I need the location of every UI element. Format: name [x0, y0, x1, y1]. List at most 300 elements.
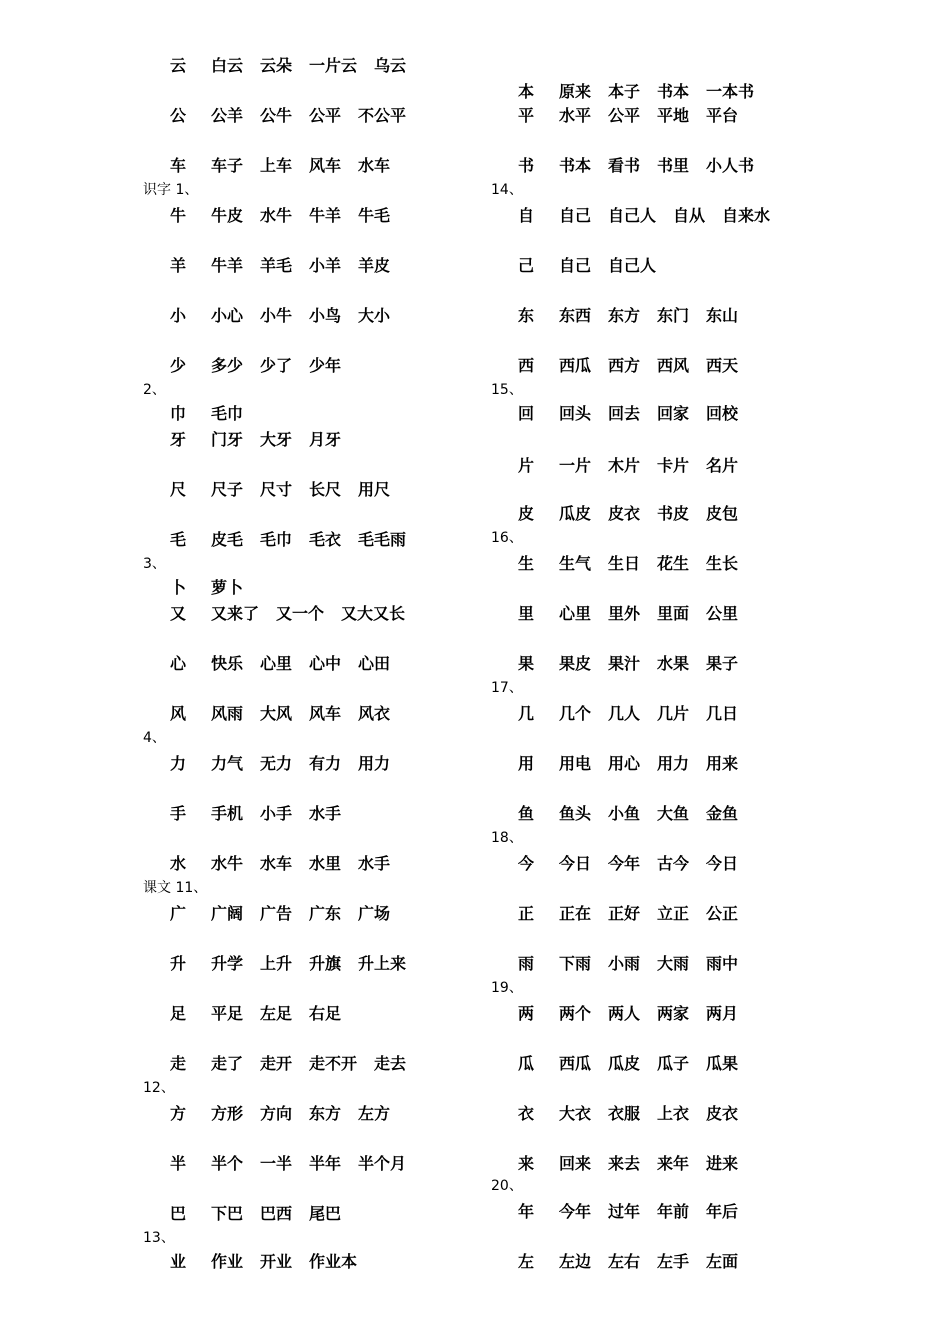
word: 萝卜 — [211, 578, 244, 597]
word-list — [559, 256, 673, 276]
word: 瓜皮 — [559, 504, 592, 523]
word: 花生 — [657, 554, 690, 573]
word: 云朵 — [260, 56, 293, 75]
word-list — [211, 106, 423, 126]
word: 皮毛 — [211, 530, 244, 549]
word: 生长 — [706, 554, 739, 573]
word: 左手 — [657, 1252, 690, 1271]
head-character: 巴 — [170, 1204, 187, 1223]
word-list — [211, 604, 422, 624]
head-character: 西 — [518, 356, 535, 375]
word: 两家 — [657, 1004, 690, 1023]
word-list — [559, 1252, 755, 1272]
word: 今年 — [559, 1202, 592, 1221]
word: 公羊 — [211, 106, 244, 125]
word: 走开 — [260, 1054, 293, 1073]
head-character: 正 — [518, 904, 535, 923]
word: 大衣 — [559, 1104, 592, 1123]
word: 左足 — [260, 1004, 293, 1023]
head-character: 风 — [170, 704, 187, 723]
section-label: 14、 — [491, 182, 523, 198]
head-character: 今 — [518, 854, 535, 873]
word-list — [559, 1054, 755, 1074]
word: 平足 — [211, 1004, 244, 1023]
head-character: 少 — [170, 356, 187, 375]
head-character: 来 — [518, 1154, 535, 1173]
word-list — [559, 82, 771, 102]
word: 公里 — [706, 604, 739, 623]
word: 东西 — [559, 306, 592, 325]
word: 用尺 — [358, 480, 391, 499]
word: 用电 — [559, 754, 592, 773]
word-list — [559, 306, 755, 326]
head-character: 里 — [518, 604, 535, 623]
word: 几片 — [657, 704, 690, 723]
word: 自己 — [559, 206, 592, 225]
head-character: 走 — [170, 1054, 187, 1073]
head-character: 广 — [170, 904, 187, 923]
word: 来年 — [657, 1154, 690, 1173]
word: 果皮 — [559, 654, 592, 673]
word: 本子 — [608, 82, 641, 101]
word: 牛羊 — [309, 206, 342, 225]
head-character: 鱼 — [518, 804, 535, 823]
word: 皮包 — [706, 504, 739, 523]
word: 风车 — [309, 156, 342, 175]
word: 广东 — [309, 904, 342, 923]
word: 里面 — [657, 604, 690, 623]
word: 进来 — [706, 1154, 739, 1173]
word: 一本书 — [706, 82, 755, 101]
head-character: 卜 — [170, 578, 187, 597]
head-character: 回 — [518, 404, 535, 423]
word: 一片 — [559, 456, 592, 475]
word-list — [559, 1154, 755, 1174]
word: 上车 — [260, 156, 293, 175]
word: 心田 — [358, 654, 391, 673]
word-list — [211, 480, 407, 500]
word: 小鱼 — [608, 804, 641, 823]
word: 少年 — [309, 356, 342, 375]
word-list — [211, 954, 423, 974]
head-character: 牛 — [170, 206, 187, 225]
head-character: 手 — [170, 804, 187, 823]
word-list — [559, 604, 755, 624]
head-character: 公 — [170, 106, 187, 125]
word: 小手 — [260, 804, 293, 823]
word: 东门 — [657, 306, 690, 325]
head-character: 升 — [170, 954, 187, 973]
word: 半个月 — [358, 1154, 407, 1173]
head-character: 尺 — [170, 480, 187, 499]
word: 方向 — [260, 1104, 293, 1123]
head-character: 又 — [170, 604, 187, 623]
word-list — [211, 256, 407, 276]
word: 水手 — [358, 854, 391, 873]
word: 书本 — [559, 156, 592, 175]
word: 毛毛雨 — [358, 530, 407, 549]
word: 东方 — [309, 1104, 342, 1123]
head-character: 左 — [518, 1252, 535, 1271]
word-list — [559, 704, 755, 724]
word: 雨中 — [706, 954, 739, 973]
word: 书里 — [657, 156, 690, 175]
word-list — [211, 206, 407, 226]
head-character: 几 — [518, 704, 535, 723]
word-list — [559, 1104, 755, 1124]
word: 尺寸 — [260, 480, 293, 499]
word: 左右 — [608, 1252, 641, 1271]
word: 平地 — [657, 106, 690, 125]
word: 水车 — [358, 156, 391, 175]
word: 鱼头 — [559, 804, 592, 823]
word: 皮衣 — [608, 504, 641, 523]
word: 大小 — [358, 306, 391, 325]
word-list — [559, 554, 755, 574]
word: 小牛 — [260, 306, 293, 325]
word-list — [559, 356, 755, 376]
word-list — [211, 404, 260, 424]
section-label: 2、 — [143, 382, 166, 398]
word: 牛皮 — [211, 206, 244, 225]
word: 瓜皮 — [608, 1054, 641, 1073]
word: 水车 — [260, 854, 293, 873]
word: 水手 — [309, 804, 342, 823]
word: 作业 — [211, 1252, 244, 1271]
word: 衣服 — [608, 1104, 641, 1123]
word: 多少 — [211, 356, 244, 375]
word: 来去 — [608, 1154, 641, 1173]
head-character: 牙 — [170, 430, 187, 449]
word: 卡片 — [657, 456, 690, 475]
word: 用力 — [358, 754, 391, 773]
word-list — [559, 1004, 755, 1024]
head-character: 巾 — [170, 404, 187, 423]
head-character: 两 — [518, 1004, 535, 1023]
head-character: 水 — [170, 854, 187, 873]
word: 小人书 — [706, 156, 755, 175]
word: 两月 — [706, 1004, 739, 1023]
word: 水牛 — [211, 854, 244, 873]
word: 西天 — [706, 356, 739, 375]
word: 今日 — [559, 854, 592, 873]
word: 又大又长 — [341, 604, 406, 623]
head-character: 生 — [518, 554, 535, 573]
word: 无力 — [260, 754, 293, 773]
word: 尺子 — [211, 480, 244, 499]
word-list — [559, 504, 755, 524]
word: 一半 — [260, 1154, 293, 1173]
word-list — [211, 578, 260, 598]
head-character: 羊 — [170, 256, 187, 275]
word: 东方 — [608, 306, 641, 325]
word: 巴西 — [260, 1204, 293, 1223]
head-character: 足 — [170, 1004, 187, 1023]
section-label: 3、 — [143, 556, 166, 572]
word: 皮衣 — [706, 1104, 739, 1123]
word: 里外 — [608, 604, 641, 623]
word: 立正 — [657, 904, 690, 923]
word: 车子 — [211, 156, 244, 175]
word: 毛巾 — [211, 404, 244, 423]
word: 上升 — [260, 954, 293, 973]
word: 力气 — [211, 754, 244, 773]
word: 毛衣 — [309, 530, 342, 549]
word: 方形 — [211, 1104, 244, 1123]
word-list — [211, 1054, 423, 1074]
head-character: 平 — [518, 106, 535, 125]
word: 左边 — [559, 1252, 592, 1271]
word: 西瓜 — [559, 356, 592, 375]
word: 自己人 — [608, 256, 657, 275]
head-character: 车 — [170, 156, 187, 175]
word: 大风 — [260, 704, 293, 723]
word-list — [559, 1202, 755, 1222]
word: 东山 — [706, 306, 739, 325]
section-label: 12、 — [143, 1080, 175, 1096]
word: 不公平 — [358, 106, 407, 125]
section-label: 4、 — [143, 730, 166, 746]
right-column — [491, 0, 891, 1344]
word-list — [211, 1204, 358, 1224]
word: 广阔 — [211, 904, 244, 923]
word-list — [559, 404, 755, 424]
word: 几人 — [608, 704, 641, 723]
word: 快乐 — [211, 654, 244, 673]
word: 半年 — [309, 1154, 342, 1173]
word: 手机 — [211, 804, 244, 823]
head-character: 片 — [518, 456, 535, 475]
word-list — [559, 654, 755, 674]
word: 西方 — [608, 356, 641, 375]
word: 又一个 — [276, 604, 325, 623]
head-character: 方 — [170, 1104, 187, 1123]
word-list — [559, 156, 771, 176]
section-label: 识字 1、 — [143, 182, 199, 198]
word: 下巴 — [211, 1204, 244, 1223]
word: 右足 — [309, 1004, 342, 1023]
word-list — [211, 430, 358, 450]
word: 作业本 — [309, 1252, 358, 1271]
head-character: 业 — [170, 1252, 187, 1271]
word: 两个 — [559, 1004, 592, 1023]
word: 水牛 — [260, 206, 293, 225]
left-column — [143, 0, 543, 1344]
section-label: 19、 — [491, 980, 523, 996]
word: 羊皮 — [358, 256, 391, 275]
word-list — [559, 456, 755, 476]
word: 乌云 — [374, 56, 407, 75]
word-list — [559, 754, 755, 774]
word: 大牙 — [260, 430, 293, 449]
word-list — [559, 804, 755, 824]
word: 牛羊 — [211, 256, 244, 275]
word: 水果 — [657, 654, 690, 673]
word-list — [559, 904, 755, 924]
section-label: 17、 — [491, 680, 523, 696]
word: 回头 — [559, 404, 592, 423]
word: 正好 — [608, 904, 641, 923]
word: 两人 — [608, 1004, 641, 1023]
word: 升旗 — [309, 954, 342, 973]
word: 小羊 — [309, 256, 342, 275]
head-character: 皮 — [518, 504, 535, 523]
word: 心里 — [559, 604, 592, 623]
word: 水里 — [309, 854, 342, 873]
word: 尾巴 — [309, 1204, 342, 1223]
word: 几日 — [706, 704, 739, 723]
word: 金鱼 — [706, 804, 739, 823]
head-character: 毛 — [170, 530, 187, 549]
word: 瓜果 — [706, 1054, 739, 1073]
word: 左面 — [706, 1252, 739, 1271]
word: 风衣 — [358, 704, 391, 723]
head-character: 果 — [518, 654, 535, 673]
word: 小心 — [211, 306, 244, 325]
word: 大雨 — [657, 954, 690, 973]
word: 生气 — [559, 554, 592, 573]
word: 又来了 — [211, 604, 260, 623]
head-character: 本 — [518, 82, 535, 101]
word: 用力 — [657, 754, 690, 773]
word-list — [211, 306, 407, 326]
word: 今日 — [706, 854, 739, 873]
head-character: 云 — [170, 56, 187, 75]
word: 开业 — [260, 1252, 293, 1271]
head-character: 自 — [518, 206, 535, 225]
word: 用心 — [608, 754, 641, 773]
word-list — [211, 654, 407, 674]
word: 牛毛 — [358, 206, 391, 225]
word: 正在 — [559, 904, 592, 923]
word: 回来 — [559, 1154, 592, 1173]
word: 月牙 — [309, 430, 342, 449]
head-character: 用 — [518, 754, 535, 773]
word: 心里 — [260, 654, 293, 673]
word-list — [211, 804, 358, 824]
word: 走不开 — [309, 1054, 358, 1073]
word: 年前 — [657, 1202, 690, 1221]
word-list — [211, 704, 407, 724]
word-list — [211, 1004, 358, 1024]
word: 白云 — [211, 56, 244, 75]
word: 心中 — [309, 654, 342, 673]
word: 书皮 — [657, 504, 690, 523]
word: 走去 — [374, 1054, 407, 1073]
word: 升上来 — [358, 954, 407, 973]
word-list — [211, 1154, 423, 1174]
word-list — [211, 854, 407, 874]
word-list — [211, 1104, 407, 1124]
word: 下雨 — [559, 954, 592, 973]
word: 小雨 — [608, 954, 641, 973]
word: 自从 — [673, 206, 706, 225]
word: 用来 — [706, 754, 739, 773]
word: 风雨 — [211, 704, 244, 723]
section-label: 15、 — [491, 382, 523, 398]
word: 回校 — [706, 404, 739, 423]
word: 风车 — [309, 704, 342, 723]
word: 果汁 — [608, 654, 641, 673]
word: 西瓜 — [559, 1054, 592, 1073]
head-character: 小 — [170, 306, 187, 325]
word: 广告 — [260, 904, 293, 923]
word: 水平 — [559, 106, 592, 125]
word: 自己 — [559, 256, 592, 275]
section-label: 16、 — [491, 530, 523, 546]
word: 少了 — [260, 356, 293, 375]
word: 左方 — [358, 1104, 391, 1123]
word-list — [211, 156, 407, 176]
head-character: 东 — [518, 306, 535, 325]
section-label: 20、 — [491, 1178, 523, 1194]
section-label: 13、 — [143, 1230, 175, 1246]
word: 公正 — [706, 904, 739, 923]
head-character: 雨 — [518, 954, 535, 973]
word: 长尺 — [309, 480, 342, 499]
word: 书本 — [657, 82, 690, 101]
head-character: 书 — [518, 156, 535, 175]
word: 走了 — [211, 1054, 244, 1073]
word: 名片 — [706, 456, 739, 475]
word: 公平 — [309, 106, 342, 125]
word-list — [559, 854, 755, 874]
head-character: 心 — [170, 654, 187, 673]
head-character: 半 — [170, 1154, 187, 1173]
word-list — [211, 56, 423, 76]
word-list — [211, 754, 407, 774]
word: 半个 — [211, 1154, 244, 1173]
word: 瓜子 — [657, 1054, 690, 1073]
word: 有力 — [309, 754, 342, 773]
word: 平台 — [706, 106, 739, 125]
word-list — [211, 356, 358, 376]
word: 古今 — [657, 854, 690, 873]
word: 自己人 — [608, 206, 657, 225]
head-character: 力 — [170, 754, 187, 773]
word: 西风 — [657, 356, 690, 375]
word-list — [559, 106, 755, 126]
head-character: 衣 — [518, 1104, 535, 1123]
section-label: 18、 — [491, 830, 523, 846]
word-list — [211, 530, 423, 550]
word: 门牙 — [211, 430, 244, 449]
word: 毛巾 — [260, 530, 293, 549]
word: 生日 — [608, 554, 641, 573]
word-list — [211, 1252, 374, 1272]
word: 自来水 — [722, 206, 771, 225]
word: 今年 — [608, 854, 641, 873]
word: 回家 — [657, 404, 690, 423]
word-list — [211, 904, 407, 924]
word-list — [559, 954, 755, 974]
section-label: 课文 11、 — [143, 880, 208, 896]
word: 小鸟 — [309, 306, 342, 325]
word: 广场 — [358, 904, 391, 923]
head-character: 己 — [518, 256, 535, 275]
word: 大鱼 — [657, 804, 690, 823]
word: 几个 — [559, 704, 592, 723]
word: 原来 — [559, 82, 592, 101]
word: 木片 — [608, 456, 641, 475]
word: 年后 — [706, 1202, 739, 1221]
word-list — [559, 206, 787, 226]
word: 回去 — [608, 404, 641, 423]
word: 果子 — [706, 654, 739, 673]
head-character: 瓜 — [518, 1054, 535, 1073]
word: 上衣 — [657, 1104, 690, 1123]
word: 公平 — [608, 106, 641, 125]
